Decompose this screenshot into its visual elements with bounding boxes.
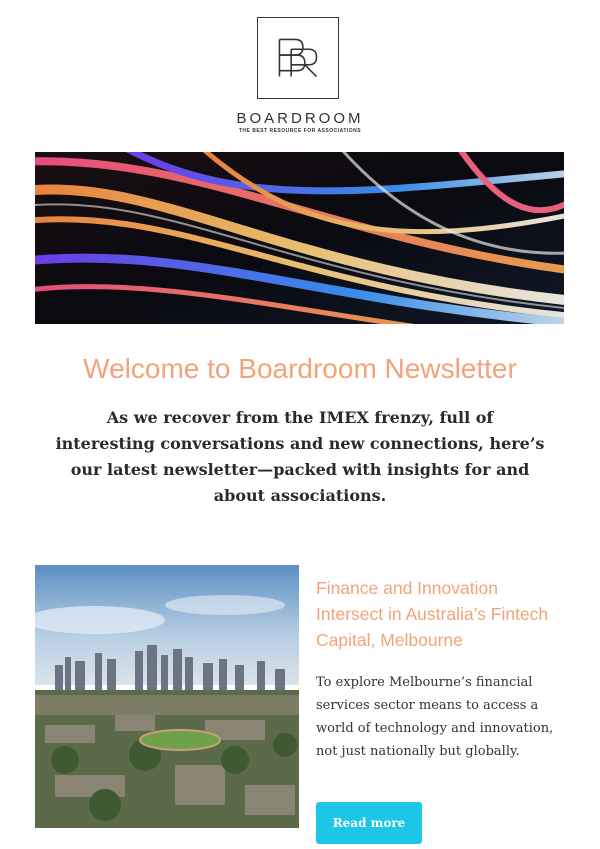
brand-tagline: THE BEST RESOURCE FOR ASSOCIATIONS: [238, 128, 362, 134]
article-title-link[interactable]: Finance and Innovation Intersect in Australia’s Fintech Capital, Melbourne: [316, 578, 549, 650]
hero-banner-image: [35, 152, 564, 324]
boardroom-logo-mark[interactable]: [257, 17, 339, 99]
newsletter-intro: As we recover from the IMEX frenzy, full of interesting conversations and new connections, here’s our latest newsletter—packed with insights for and about associations.: [55, 408, 545, 505]
read-more-button[interactable]: Read more: [316, 802, 422, 844]
brand-name: BOARDROOM: [236, 110, 364, 127]
br-monogram-icon: [258, 18, 338, 98]
article-summary: To explore Melbourne’s financial services sector means to access a world of technology and innovation, not just nationally but globally.: [316, 675, 554, 759]
melbourne-skyline-image[interactable]: [35, 565, 299, 828]
newsletter-title: Welcome to Boardroom Newsletter: [83, 353, 517, 384]
